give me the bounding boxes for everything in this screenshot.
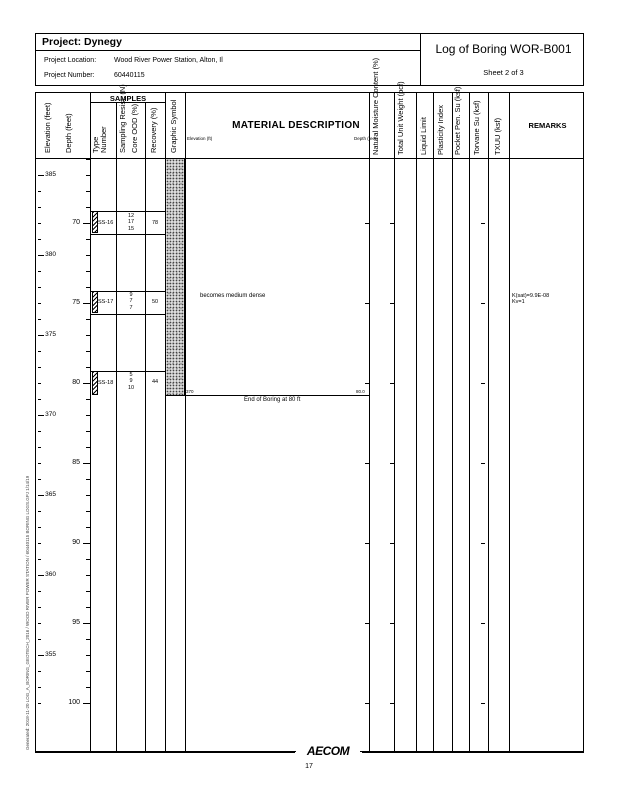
elevation-tick	[38, 591, 41, 592]
depth-label: 100	[68, 699, 80, 706]
depth-tick	[390, 623, 394, 624]
depth-tick	[86, 687, 90, 688]
depth-tick	[390, 383, 394, 384]
project-title: Project: Dynegy	[42, 36, 122, 48]
elevation-tick	[38, 623, 41, 624]
elevation-tick	[38, 287, 41, 288]
depth-label: 80	[72, 379, 80, 386]
number-heading: Number	[99, 126, 108, 153]
depth-tick	[365, 383, 369, 384]
total-unit-weight-heading: Total Unit Weight (pcf)	[396, 81, 405, 155]
depth-tick	[481, 623, 485, 624]
elevation-tick	[38, 511, 41, 512]
depth-tick	[365, 303, 369, 304]
depth-tick	[86, 447, 90, 448]
end-elevation: 370	[186, 389, 194, 394]
sample-recovery: 44	[151, 379, 159, 385]
col-divider	[452, 93, 453, 751]
aecom-logo: AECOM	[296, 744, 360, 758]
end-of-boring-line	[185, 395, 369, 396]
remarks-heading: REMARKS	[528, 121, 567, 130]
elevation-tick	[38, 207, 41, 208]
depth-tick	[83, 223, 90, 224]
header-divider	[36, 50, 420, 51]
elevation-tick	[38, 671, 41, 672]
depth-heading: Depth (feet)	[64, 113, 73, 153]
project-number-label: Project Number:	[44, 72, 95, 79]
graphic-end-line	[165, 395, 185, 396]
header-split	[420, 34, 421, 85]
txuu-heading: TXUU (ksf)	[493, 117, 502, 155]
depth-tick	[365, 623, 369, 624]
sheet-number: Sheet 2 of 3	[483, 68, 524, 77]
moisture-heading: Natural Moisture Content (%)	[371, 57, 380, 155]
elevation-tick	[38, 271, 41, 272]
elevation-tick	[38, 303, 41, 304]
elevation-tick	[38, 431, 41, 432]
col-divider	[433, 93, 434, 751]
sample-recovery: 78	[151, 220, 159, 226]
depth-tick	[86, 319, 90, 320]
footer-line-left	[35, 752, 295, 753]
elevation-tick	[38, 543, 41, 544]
depth-label: 75	[72, 299, 80, 306]
elevation-tick	[38, 479, 41, 480]
elevation-tick	[38, 239, 41, 240]
depth-tick	[86, 671, 90, 672]
elevation-tick	[38, 351, 41, 352]
elevation-tick	[38, 463, 41, 464]
depth-tick	[83, 623, 90, 624]
depth-tick	[86, 287, 90, 288]
depth-tick	[481, 463, 485, 464]
depth-tick	[86, 607, 90, 608]
pocket-pen-heading: Pocket Pen. Su (ksf)	[453, 86, 462, 155]
depth-label: 85	[72, 459, 80, 466]
depth-tick	[83, 543, 90, 544]
elevation-tick	[38, 367, 41, 368]
soil-graphic-symbol	[165, 159, 185, 395]
elevation-label: 370	[45, 411, 56, 418]
depth-tick	[86, 399, 90, 400]
depth-tick	[86, 415, 90, 416]
liquid-limit-heading: Liquid Limit	[419, 117, 428, 155]
project-location-value: Wood River Power Station, Alton, Il	[114, 57, 223, 64]
depth-tick	[481, 543, 485, 544]
header-box	[35, 33, 584, 86]
sample-id: SS-16	[98, 220, 114, 226]
elevation-tick	[38, 223, 41, 224]
elevation-tick	[38, 383, 41, 384]
col-divider	[145, 102, 146, 751]
sample-blows: 5 9 10	[127, 372, 135, 391]
elevation-label: 355	[45, 651, 56, 658]
depth-tick	[83, 463, 90, 464]
col-divider	[116, 102, 117, 751]
depth-tick	[86, 575, 90, 576]
elevation-tick	[38, 447, 41, 448]
depth-tick	[86, 367, 90, 368]
depth-tick	[83, 703, 90, 704]
sample-bottom-line	[90, 314, 165, 315]
sample-id: SS-17	[98, 299, 114, 305]
elevation-label: 375	[45, 331, 56, 338]
sample-recovery: 50	[151, 299, 159, 305]
depth-label: 70	[72, 219, 80, 226]
depth-tick	[390, 543, 394, 544]
depth-tick	[83, 383, 90, 384]
page-number: 17	[305, 763, 313, 770]
depth-tick	[86, 527, 90, 528]
boring-title: Log of Boring WOR-B001	[435, 42, 572, 56]
elevation-tick	[38, 319, 41, 320]
sample-blows: 12 17 15	[127, 213, 135, 232]
depth-tick	[481, 223, 485, 224]
project-number-value: 60440115	[114, 72, 145, 79]
depth-tick	[481, 303, 485, 304]
depth-tick	[86, 351, 90, 352]
sample-bottom-line	[90, 234, 165, 235]
depth-tick	[83, 303, 90, 304]
elevation-small-heading: Elevation (ft)	[187, 136, 213, 141]
elevation-tick	[38, 607, 41, 608]
elevation-tick	[38, 639, 41, 640]
core-ood-heading: Core OOD (%)	[130, 103, 139, 153]
sampling-resist-heading: Sampling Resist. (N)	[118, 84, 127, 153]
footer-line-right	[362, 752, 584, 753]
depth-tick	[86, 591, 90, 592]
elevation-tick	[38, 191, 41, 192]
depth-tick	[86, 335, 90, 336]
depth-tick	[86, 207, 90, 208]
depth-tick	[481, 383, 485, 384]
elevation-tick	[38, 399, 41, 400]
elevation-label: 365	[45, 491, 56, 498]
depth-tick	[86, 511, 90, 512]
material-description-heading: MATERIAL DESCRIPTION	[232, 120, 360, 131]
depth-tick	[390, 463, 394, 464]
depth-tick	[390, 303, 394, 304]
elevation-label: 385	[45, 171, 56, 178]
depth-tick	[86, 639, 90, 640]
depth-tick	[86, 175, 90, 176]
depth-tick	[365, 223, 369, 224]
torvane-heading: Torvane Su (ksf)	[472, 100, 481, 155]
remarks-text: K(sat)=9.9E-08 Kv=1	[512, 293, 550, 306]
elevation-heading: Elevation (feet)	[43, 102, 52, 153]
elevation-label: 360	[45, 571, 56, 578]
depth-tick	[86, 159, 90, 160]
type-heading: Type	[91, 136, 100, 153]
col-divider	[394, 93, 395, 751]
depth-tick	[365, 463, 369, 464]
header-bottom-line	[36, 158, 583, 159]
col-divider	[185, 93, 186, 751]
sample-blows: 9 7 7	[129, 292, 133, 311]
layer-description: becomes medium dense	[200, 293, 266, 299]
depth-label: 90	[72, 539, 80, 546]
samples-heading: SAMPLES	[109, 94, 147, 103]
depth-tick	[86, 479, 90, 480]
depth-tick	[86, 495, 90, 496]
depth-small-heading: Depth (feet)	[354, 136, 378, 141]
end-of-boring-text: End of Boring at 80 ft	[244, 397, 301, 403]
end-depth: 80.0	[356, 389, 365, 394]
depth-tick	[86, 239, 90, 240]
col-divider	[369, 93, 370, 751]
elevation-label: 380	[45, 251, 56, 258]
elevation-tick	[38, 703, 41, 704]
elevation-tick	[38, 687, 41, 688]
graphic-symbol-heading: Graphic Symbol	[169, 99, 178, 153]
recovery-heading: Recovery (%)	[149, 107, 158, 153]
depth-tick	[86, 655, 90, 656]
depth-tick	[365, 543, 369, 544]
depth-tick	[365, 703, 369, 704]
sample-top-line	[90, 211, 165, 212]
depth-tick	[390, 703, 394, 704]
col-divider	[488, 93, 489, 751]
depth-tick	[86, 271, 90, 272]
col-divider	[469, 93, 470, 751]
sample-id: SS-18	[98, 380, 114, 386]
depth-tick	[86, 559, 90, 560]
col-divider	[509, 93, 510, 751]
depth-tick	[481, 703, 485, 704]
side-note: Generated: 2018-11-20 LOG_A_BORING_GEOTECH_2016 / WOOD RIVER POWER STATION / 60440115 BORING LOGS.GPJ 1/14/19	[25, 475, 30, 750]
depth-tick	[86, 431, 90, 432]
depth-tick	[390, 223, 394, 224]
col-divider	[90, 93, 91, 751]
col-divider	[416, 93, 417, 751]
project-location-label: Project Location:	[44, 57, 97, 64]
plasticity-index-heading: Plasticity Index	[436, 104, 445, 155]
elevation-tick	[38, 559, 41, 560]
depth-label: 95	[72, 619, 80, 626]
depth-tick	[86, 191, 90, 192]
elevation-tick	[38, 527, 41, 528]
depth-tick	[86, 255, 90, 256]
